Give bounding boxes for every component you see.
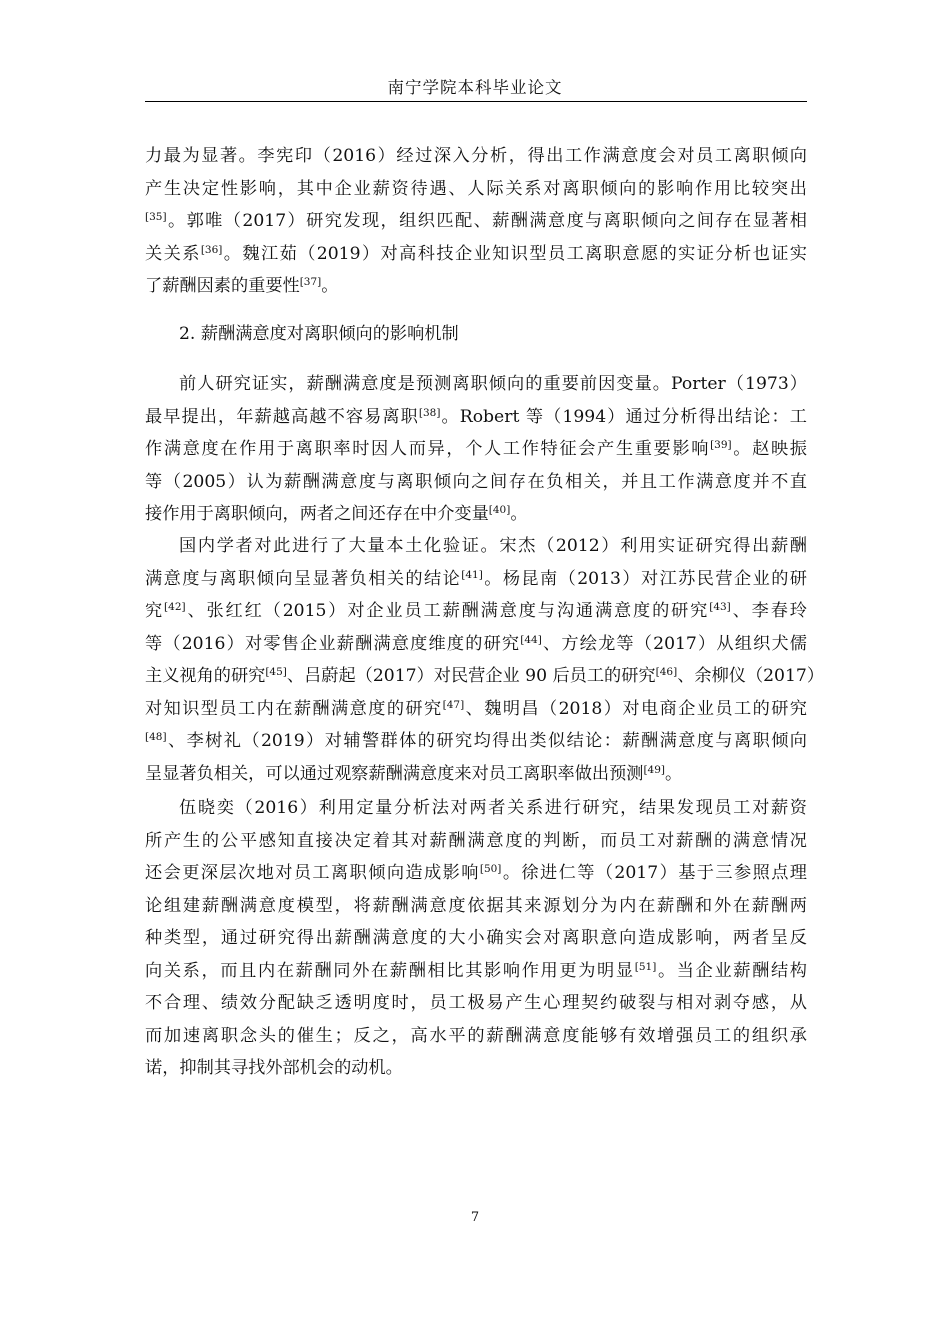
- text-run: 国内学者对此进行了大量本土化验证。宋杰（2012）利用实证研究得出薪酬: [179, 536, 807, 556]
- text-run: 最早提出，年薪越高越不容易离职: [145, 406, 419, 427]
- text-line: [145, 758, 807, 790]
- text-run: 还会更深层次地对员工离职倾向造成影响: [145, 863, 480, 883]
- text-run: 、李树礼（2019）对辅警群体的研究均得出类似结论：薪酬满意度与离职倾向: [166, 731, 807, 751]
- text-run: 。郭唯（2017）研究发现，组织匹配、薪酬满意度与离职倾向之间存在显著相: [166, 211, 807, 231]
- text-line: [145, 1020, 807, 1052]
- text-line: [145, 825, 807, 857]
- text-run: 、吕蔚起（2017）对民营企业 90 后员工的研究: [286, 666, 656, 686]
- text-line: [145, 693, 807, 725]
- text-run: 力最为显著。李宪印（2016）经过深入分析，得出工作满意度会对员工离职倾向: [145, 146, 807, 166]
- text-run: 满意度与离职倾向呈显著负相关的结论: [145, 568, 462, 589]
- text-run: 。: [321, 276, 339, 296]
- citation-ref: [40]: [488, 504, 511, 516]
- citation-ref: [36]: [200, 243, 223, 256]
- text-run: 产生决定性影响，其中企业薪资待遇、人际关系对离职倾向的影响作用比较突出: [145, 178, 807, 199]
- text-run: 对知识型员工内在薪酬满意度的研究: [145, 698, 443, 719]
- text-line: [145, 890, 807, 922]
- text-line: [145, 401, 807, 433]
- citation-ref: [45]: [265, 666, 287, 678]
- text-run: 主义视角的研究: [145, 666, 266, 686]
- text-run: 呈显著负相关，可以通过观察薪酬满意度来对员工离职率做出预测: [145, 763, 644, 784]
- text-run: 。魏江茹（2019）对高科技企业知识型员工离职意愿的实证分析也证实: [222, 243, 807, 264]
- text-line: [145, 433, 807, 465]
- citation-ref: [43]: [709, 601, 731, 613]
- text-run: 作满意度在作用于离职率时因人而异，个人工作特征会产生重要影响: [145, 439, 711, 459]
- citation-ref: [42]: [164, 601, 186, 613]
- text-run: 。徐进仁等（2017）基于三参照点理: [501, 863, 807, 883]
- text-line: [145, 922, 807, 954]
- text-line: [145, 1052, 807, 1084]
- text-line: [145, 140, 807, 172]
- text-line: [145, 595, 807, 627]
- text-run: 、方绘龙等（2017）从组织犬儒: [541, 633, 807, 654]
- text-run: 、余柳仪（2017）: [677, 666, 825, 686]
- page-number: 7: [470, 1210, 480, 1225]
- text-run: 究: [145, 601, 165, 621]
- text-line: [145, 987, 807, 1019]
- text-run: 论组建薪酬满意度模型，将薪酬满意度依据其来源划分为内在薪酬和外在薪酬两: [145, 895, 807, 916]
- section-heading: 2. 薪酬满意度对离职倾向的影响机制: [179, 324, 459, 344]
- citation-ref: [39]: [710, 439, 732, 451]
- text-line: [145, 205, 807, 237]
- citation-ref: [51]: [634, 960, 657, 973]
- text-line: [179, 368, 807, 400]
- text-line: [145, 563, 807, 595]
- text-run: 。: [510, 504, 528, 524]
- text-run: 。当企业薪酬结构: [656, 960, 807, 981]
- text-run: 伍晓奕（2016）利用定量分析法对两者关系进行研究，结果发现员工对薪资: [179, 798, 807, 818]
- text-run: 。赵映振: [731, 439, 807, 459]
- text-run: 、李春玲: [730, 601, 807, 621]
- text-line: [179, 792, 807, 824]
- text-run: 向关系，而且内在薪酬同外在薪酬相比其影响作用更为明显: [145, 960, 635, 981]
- text-run: 。Robert 等（1994）通过分析得出结论：工: [440, 406, 807, 427]
- text-line: [145, 173, 807, 205]
- text-run: 、魏明昌（2018）对电商企业员工的研究: [464, 698, 807, 719]
- text-run: 不合理、绩效分配缺乏透明度时，员工极易产生心理契约破裂与相对剥夺感，从: [145, 993, 807, 1013]
- text-line: [179, 530, 807, 562]
- citation-ref: [44]: [520, 633, 542, 646]
- citation-ref: [49]: [643, 763, 666, 776]
- running-header: 南宁学院本科毕业论文: [387, 78, 563, 97]
- citation-ref: [41]: [461, 568, 483, 581]
- text-line: [145, 857, 807, 889]
- text-run: 。: [665, 763, 683, 784]
- text-run: 前人研究证实，薪酬满意度是预测离职倾向的重要前因变量。Porter（1973）: [179, 374, 807, 394]
- citation-ref: [37]: [299, 276, 322, 288]
- header-rule: [145, 101, 807, 102]
- text-run: 等（2005）认为薪酬满意度与离职倾向之间存在负相关，并且工作满意度并不直: [145, 471, 807, 492]
- text-run: 诺，抑制其寻找外部机会的动机。: [145, 1058, 403, 1078]
- text-run: 等（2016）对零售企业薪酬满意度维度的研究: [145, 633, 521, 654]
- text-run: 、张红红（2015）对企业员工薪酬满意度与沟通满意度的研究: [185, 601, 710, 621]
- text-run: 所产生的公平感知直接决定着其对薪酬满意度的判断，而员工对薪酬的满意情况: [145, 830, 807, 851]
- text-run: 而加速离职念头的催生；反之，高水平的薪酬满意度能够有效增强员工的组织承: [145, 1025, 807, 1046]
- citation-ref: [46]: [655, 666, 678, 678]
- citation-ref: [35]: [145, 211, 167, 223]
- text-line: [145, 725, 807, 757]
- text-line: [145, 498, 807, 530]
- text-line: [145, 628, 807, 660]
- text-run: 种类型，通过研究得出薪酬满意度的大小确实会对离职意向造成影响，两者呈反: [145, 928, 807, 948]
- citation-ref: [48]: [145, 731, 167, 743]
- text-line: [145, 466, 807, 498]
- citation-ref: [47]: [442, 698, 465, 711]
- text-line: [145, 238, 807, 270]
- text-run: 。杨昆南（2013）对江苏民营企业的研: [482, 568, 807, 589]
- text-line: [145, 270, 807, 302]
- text-line: [145, 660, 825, 692]
- citation-ref: [50]: [479, 863, 502, 875]
- text-line: [145, 955, 807, 987]
- text-run: 关关系: [145, 243, 201, 264]
- citation-ref: [38]: [418, 406, 441, 419]
- text-run: 接作用于离职倾向，两者之间还存在中介变量: [145, 504, 489, 524]
- text-run: 了薪酬因素的重要性: [145, 276, 300, 296]
